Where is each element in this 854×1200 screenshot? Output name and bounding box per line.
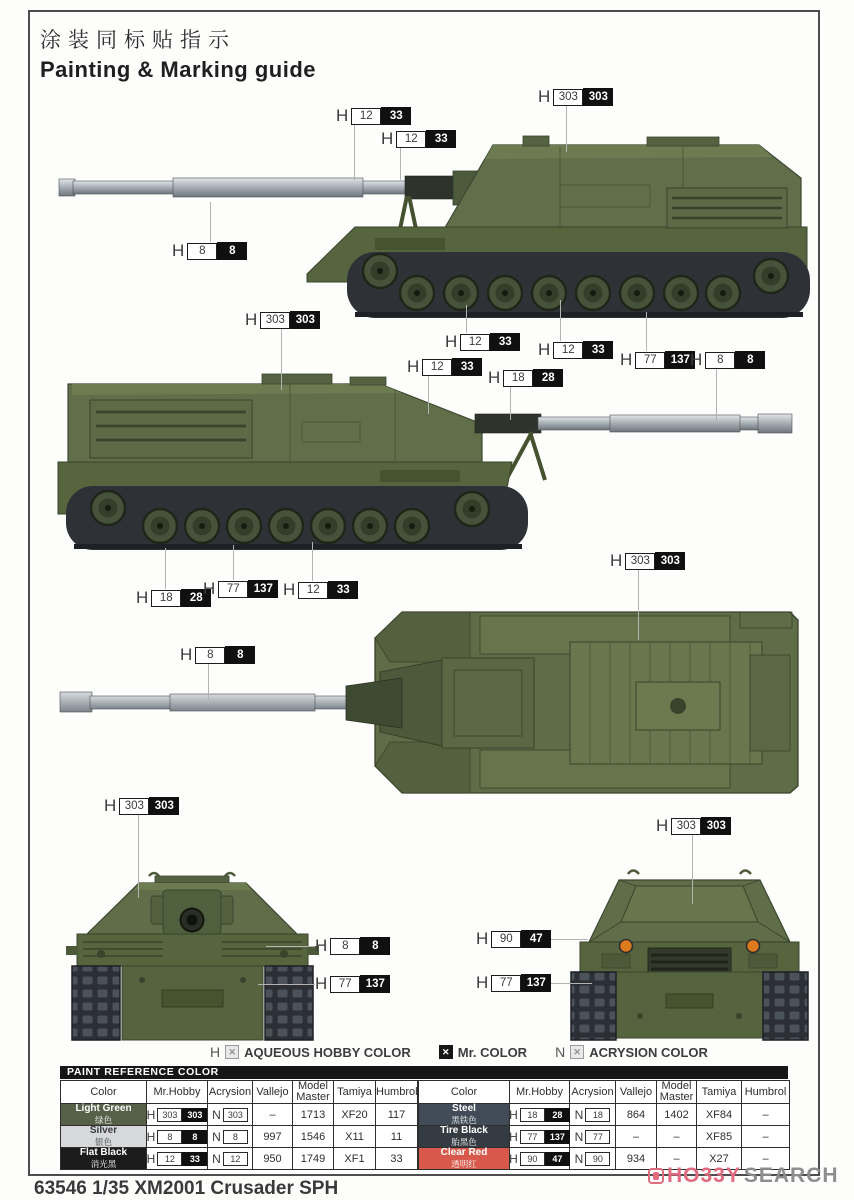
- callout-aqueous-code: 303: [553, 89, 583, 106]
- acrysion-cell: [208, 1148, 253, 1170]
- acrysion-cell: [570, 1148, 616, 1170]
- color-name-cn: 消光黑: [90, 1159, 117, 1169]
- model-master-cell: –: [657, 1126, 697, 1148]
- vallejo-cell: 950: [253, 1148, 293, 1170]
- logo-text-search: SEARCH: [743, 1164, 839, 1187]
- column-header-tamiya: Tamiya: [697, 1081, 742, 1104]
- legend-acrysion-label: ACRYSION COLOR: [589, 1044, 708, 1060]
- logo-text-hobby: HO33Y: [667, 1164, 741, 1187]
- tank-side-left-illustration: [55, 130, 810, 325]
- rear-view: [562, 866, 817, 1048]
- tamiya-cell: XF84: [697, 1104, 742, 1126]
- aqueous-prefix: H: [509, 1107, 518, 1122]
- callout-mr-color-code: 33: [452, 358, 482, 376]
- legend-aqueous: [210, 1044, 411, 1060]
- paint-callout-H12-33: [407, 358, 482, 376]
- paint-callout-H12-33: [538, 341, 613, 359]
- callout-aqueous-code: 303: [260, 312, 290, 329]
- color-name: Flat Black: [79, 1147, 128, 1158]
- callout-aqueous-code: 8: [187, 243, 217, 260]
- hobby-search-logo-icon: [648, 1168, 664, 1184]
- callout-leader-line: [354, 125, 355, 180]
- paint-callout-H8-8: [315, 937, 390, 955]
- page-title-cn: 涂装同标贴指示: [40, 29, 236, 52]
- column-header-mr-hobby: Mr.Hobby: [510, 1081, 570, 1104]
- callout-prefix: H: [620, 350, 633, 370]
- column-header-humbrol: Humbrol: [742, 1081, 790, 1104]
- color-name-cn: 透明红: [451, 1159, 477, 1169]
- aqueous-code: 12: [157, 1152, 182, 1166]
- callout-prefix: H: [476, 973, 489, 993]
- paint-callout-H18-28: [488, 369, 563, 387]
- paint-row-silver: [61, 1126, 418, 1148]
- product-code: 63546 1/35 XM2001 Crusader SPH: [34, 1178, 339, 1199]
- callout-leader-line: [138, 815, 139, 898]
- callout-leader-line: [258, 984, 315, 985]
- callout-leader-line: [266, 946, 315, 947]
- paint-callout-H303-303: [656, 817, 731, 835]
- acrysion-cell: [570, 1104, 616, 1126]
- callout-mr-color-code: 8: [360, 937, 390, 955]
- color-name-cn: 黑铁色: [451, 1115, 477, 1125]
- column-header-color: Color: [61, 1081, 147, 1104]
- callout-aqueous-code: 18: [503, 370, 533, 387]
- color-swatch-cell: [61, 1104, 147, 1126]
- column-header-color: Color: [419, 1081, 510, 1104]
- callout-prefix: H: [172, 241, 185, 261]
- callout-prefix: H: [315, 974, 328, 994]
- top-view: [50, 600, 805, 800]
- vallejo-cell: –: [616, 1126, 657, 1148]
- callout-aqueous-code: 8: [705, 352, 735, 369]
- mr-hobby-cell: [510, 1104, 570, 1126]
- paint-callout-H77-137: [203, 580, 278, 598]
- checkbox-filled-icon: ✕: [439, 1045, 453, 1059]
- callout-prefix: H: [538, 87, 551, 107]
- callout-prefix: H: [180, 645, 193, 665]
- callout-leader-line: [716, 369, 717, 424]
- aqueous-code: 77: [520, 1130, 545, 1144]
- callout-aqueous-code: 12: [422, 359, 452, 376]
- color-swatch-cell: [419, 1126, 510, 1148]
- callout-aqueous-code: 8: [330, 938, 360, 955]
- callout-mr-color-code: 303: [655, 552, 685, 570]
- paint-callout-H8-8: [690, 351, 765, 369]
- model-master-cell: 1749: [293, 1148, 334, 1170]
- legend-aqueous-prefix: H: [210, 1044, 221, 1060]
- front-view: [65, 870, 320, 1048]
- column-header-vallejo: Vallejo: [253, 1081, 293, 1104]
- paint-callout-H18-28: [136, 589, 211, 607]
- color-name: Silver: [89, 1125, 118, 1136]
- paint-callout-H303-303: [538, 88, 613, 106]
- paint-row-steel: [419, 1104, 790, 1126]
- humbrol-cell: 117: [376, 1104, 418, 1126]
- paint-callout-H12-33: [283, 581, 358, 599]
- callout-mr-color-code: 8: [225, 646, 255, 664]
- callout-leader-line: [312, 542, 313, 581]
- color-name: Steel: [452, 1103, 476, 1114]
- callout-aqueous-code: 8: [195, 647, 225, 664]
- callout-mr-color-code: 33: [328, 581, 358, 599]
- aqueous-prefix: H: [509, 1129, 518, 1144]
- paint-callout-H77-137: [476, 974, 551, 992]
- checkbox-icon: ✕: [225, 1045, 239, 1059]
- callout-aqueous-code: 90: [491, 931, 521, 948]
- model-master-cell: 1546: [293, 1126, 334, 1148]
- acrysion-prefix: N: [574, 1129, 584, 1144]
- column-header-model-master: Model Master: [293, 1081, 334, 1104]
- paint-callout-H8-8: [172, 242, 247, 260]
- color-swatch-cell: [419, 1148, 510, 1170]
- callout-aqueous-code: 18: [151, 590, 181, 607]
- callout-mr-color-code: 47: [521, 930, 551, 948]
- callout-aqueous-code: 303: [671, 818, 701, 835]
- color-name-cn: 绿色: [94, 1115, 112, 1125]
- humbrol-cell: 33: [376, 1148, 418, 1170]
- aqueous-code: 8: [157, 1130, 182, 1144]
- callout-leader-line: [692, 835, 693, 904]
- callout-aqueous-code: 12: [553, 342, 583, 359]
- callout-mr-color-code: 137: [360, 975, 390, 993]
- paint-callout-H77-137: [620, 351, 695, 369]
- color-name: Clear Red: [440, 1147, 488, 1158]
- acrysion-code: 77: [585, 1130, 610, 1144]
- paint-callout-H8-8: [180, 646, 255, 664]
- mr-color-code: 137: [545, 1130, 570, 1144]
- aqueous-prefix: H: [509, 1151, 518, 1166]
- callout-leader-line: [281, 329, 282, 390]
- aqueous-prefix: H: [146, 1151, 156, 1166]
- callout-mr-color-code: 8: [217, 242, 247, 260]
- paint-row-tire-black: [419, 1126, 790, 1148]
- callout-mr-color-code: 303: [701, 817, 731, 835]
- column-header-vallejo: Vallejo: [616, 1081, 657, 1104]
- tank-top-illustration: [50, 600, 805, 800]
- paint-table-title: PAINT REFERENCE COLOR: [60, 1066, 788, 1079]
- callout-leader-line: [646, 312, 647, 351]
- callout-prefix: H: [203, 579, 216, 599]
- paint-callout-H90-47: [476, 930, 551, 948]
- page-header: [40, 24, 316, 83]
- mr-hobby-cell: [510, 1126, 570, 1148]
- mr-hobby-cell: [147, 1148, 208, 1170]
- callout-leader-line: [638, 570, 639, 640]
- paint-table-right: [418, 1080, 790, 1170]
- paint-row-flat-black: [61, 1148, 418, 1170]
- legend-aqueous-label: AQUEOUS HOBBY COLOR: [244, 1044, 411, 1060]
- callout-prefix: H: [488, 368, 501, 388]
- aqueous-code: 18: [520, 1108, 545, 1122]
- tamiya-cell: XF85: [697, 1126, 742, 1148]
- vallejo-cell: 997: [253, 1126, 293, 1148]
- callout-prefix: H: [476, 929, 489, 949]
- legend-acrysion: [555, 1044, 708, 1060]
- callout-aqueous-code: 12: [460, 334, 490, 351]
- vallejo-cell: 934: [616, 1148, 657, 1170]
- humbrol-cell: 11: [376, 1126, 418, 1148]
- acrysion-cell: [570, 1126, 616, 1148]
- model-master-cell: 1402: [657, 1104, 697, 1126]
- aqueous-code: 90: [520, 1152, 545, 1166]
- side-view-left: [55, 130, 810, 325]
- paint-callout-H303-303: [104, 797, 179, 815]
- checkbox-icon: ✕: [570, 1045, 584, 1059]
- mr-hobby-cell: [510, 1148, 570, 1170]
- mr-hobby-cell: [147, 1104, 208, 1126]
- column-header-acrysion: Acrysion: [570, 1081, 616, 1104]
- mr-color-code: 33: [182, 1152, 207, 1166]
- callout-prefix: H: [136, 588, 149, 608]
- acrysion-code: 90: [585, 1152, 610, 1166]
- paint-row-light-green: [61, 1104, 418, 1126]
- callout-mr-color-code: 303: [149, 797, 179, 815]
- paint-callout-H77-137: [315, 975, 390, 993]
- callout-mr-color-code: 28: [533, 369, 563, 387]
- mr-color-code: 47: [545, 1152, 570, 1166]
- paint-table-left: [60, 1080, 418, 1170]
- callout-mr-color-code: 33: [490, 333, 520, 351]
- color-name: Light Green: [75, 1103, 132, 1114]
- callout-prefix: H: [283, 580, 296, 600]
- acrysion-prefix: N: [574, 1151, 584, 1166]
- tamiya-cell: XF1: [334, 1148, 376, 1170]
- callout-leader-line: [510, 387, 511, 420]
- legend-acrysion-prefix: N: [555, 1044, 566, 1060]
- mr-color-code: 28: [545, 1108, 570, 1122]
- acrysion-code: 303: [223, 1108, 248, 1122]
- callout-mr-color-code: 33: [381, 107, 411, 125]
- acrysion-prefix: N: [212, 1129, 221, 1144]
- callout-mr-color-code: 137: [521, 974, 551, 992]
- callout-prefix: H: [381, 129, 394, 149]
- callout-prefix: H: [445, 332, 458, 352]
- tamiya-cell: X11: [334, 1126, 376, 1148]
- callout-leader-line: [208, 664, 209, 704]
- tamiya-cell: XF20: [334, 1104, 376, 1126]
- paint-callout-H12-33: [381, 130, 456, 148]
- acrysion-code: 8: [223, 1130, 248, 1144]
- legend-mr-label: Mr. COLOR: [457, 1044, 528, 1060]
- color-name-cn: 胎黑色: [451, 1137, 477, 1147]
- callout-leader-line: [547, 983, 592, 984]
- tamiya-cell: X27: [697, 1148, 742, 1170]
- callout-mr-color-code: 33: [583, 341, 613, 359]
- legend-mr-color: [439, 1045, 527, 1060]
- callout-aqueous-code: 12: [396, 131, 426, 148]
- acrysion-code: 12: [223, 1152, 248, 1166]
- aqueous-code: 303: [157, 1108, 182, 1122]
- callout-leader-line: [560, 300, 561, 341]
- callout-aqueous-code: 77: [491, 975, 521, 992]
- mr-hobby-cell: [147, 1126, 208, 1148]
- callout-prefix: H: [656, 816, 669, 836]
- paint-callout-H12-33: [445, 333, 520, 351]
- callout-leader-line: [165, 548, 166, 589]
- mr-color-code: 8: [182, 1130, 207, 1144]
- humbrol-cell: –: [742, 1148, 790, 1170]
- callout-prefix: H: [245, 310, 258, 330]
- callout-mr-color-code: 137: [248, 580, 278, 598]
- callout-mr-color-code: 303: [290, 311, 320, 329]
- callout-aqueous-code: 77: [330, 976, 360, 993]
- acrysion-prefix: N: [212, 1107, 221, 1122]
- callout-leader-line: [233, 545, 234, 580]
- callout-leader-line: [428, 376, 429, 414]
- callout-mr-color-code: 33: [426, 130, 456, 148]
- hobby-search-logo: [648, 1164, 839, 1188]
- paint-reference-table: [60, 1066, 788, 1170]
- acrysion-prefix: N: [574, 1107, 584, 1122]
- color-name-cn: 银色: [94, 1137, 112, 1147]
- callout-prefix: H: [610, 551, 623, 571]
- model-master-cell: –: [657, 1148, 697, 1170]
- acrysion-prefix: N: [212, 1151, 221, 1166]
- humbrol-cell: –: [742, 1104, 790, 1126]
- color-swatch-cell: [61, 1148, 147, 1170]
- humbrol-cell: –: [742, 1126, 790, 1148]
- acrysion-cell: [208, 1126, 253, 1148]
- color-swatch-cell: [61, 1126, 147, 1148]
- callout-prefix: H: [315, 936, 328, 956]
- callout-leader-line: [400, 148, 401, 180]
- callout-leader-line: [566, 106, 567, 152]
- acrysion-cell: [208, 1104, 253, 1126]
- callout-mr-color-code: 137: [665, 351, 695, 369]
- callout-prefix: H: [336, 106, 349, 126]
- vallejo-cell: 864: [616, 1104, 657, 1126]
- callout-mr-color-code: 28: [181, 589, 211, 607]
- aqueous-prefix: H: [146, 1107, 156, 1122]
- callout-aqueous-code: 77: [635, 352, 665, 369]
- column-header-model-master: Model Master: [657, 1081, 697, 1104]
- color-name: Tire Black: [440, 1125, 488, 1136]
- paint-callout-H12-33: [336, 107, 411, 125]
- aqueous-prefix: H: [146, 1129, 156, 1144]
- callout-aqueous-code: 303: [119, 798, 149, 815]
- column-header-acrysion: Acrysion: [208, 1081, 253, 1104]
- callout-prefix: H: [538, 340, 551, 360]
- callout-leader-line: [466, 305, 467, 333]
- callout-prefix: H: [690, 350, 703, 370]
- paint-callout-H303-303: [610, 552, 685, 570]
- callout-prefix: H: [407, 357, 420, 377]
- tank-front-illustration: [65, 870, 320, 1048]
- paint-callout-H303-303: [245, 311, 320, 329]
- color-swatch-cell: [419, 1104, 510, 1126]
- vallejo-cell: –: [253, 1104, 293, 1126]
- column-header-humbrol: Humbrol: [376, 1081, 418, 1104]
- callout-prefix: H: [104, 796, 117, 816]
- page-title-en: Painting & Marking guide: [40, 57, 317, 82]
- callout-aqueous-code: 77: [218, 581, 248, 598]
- callout-mr-color-code: 303: [583, 88, 613, 106]
- callout-aqueous-code: 12: [298, 582, 328, 599]
- acrysion-code: 18: [585, 1108, 610, 1122]
- callout-aqueous-code: 12: [351, 108, 381, 125]
- callout-mr-color-code: 8: [735, 351, 765, 369]
- tank-rear-illustration: [562, 866, 817, 1048]
- callout-leader-line: [210, 202, 211, 242]
- model-master-cell: 1713: [293, 1104, 334, 1126]
- color-system-legend: [210, 1044, 708, 1060]
- column-header-mr-hobby: Mr.Hobby: [147, 1081, 208, 1104]
- callout-aqueous-code: 303: [625, 553, 655, 570]
- column-header-tamiya: Tamiya: [334, 1081, 376, 1104]
- mr-color-code: 303: [182, 1108, 207, 1122]
